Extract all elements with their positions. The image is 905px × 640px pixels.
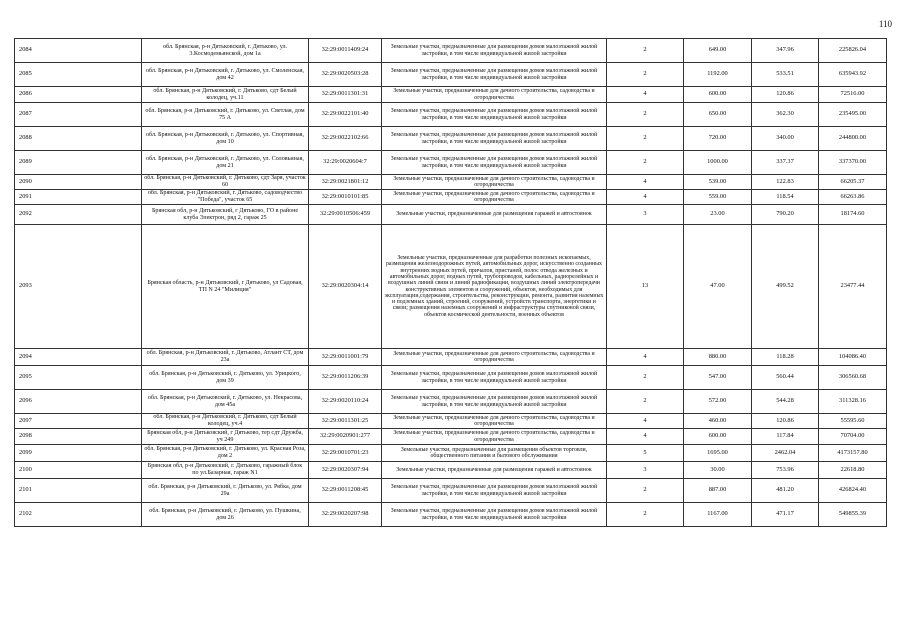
specific-value-cell: 122.83: [752, 175, 819, 190]
cadastral-value-cell: 66205.37: [819, 175, 887, 190]
specific-value-cell: 117.84: [752, 429, 819, 445]
address-cell: обл. Брянская, р-н Дятьковский, г. Дятьково, ул. Смоленская, дом 42: [142, 63, 309, 87]
use-group-cell: 4: [607, 175, 684, 190]
row-number-cell: 2102: [15, 503, 142, 527]
cadastral-number-cell: 32:29:0010701:23: [309, 445, 382, 462]
cadastral-number-cell: 32:29:0020307:94: [309, 462, 382, 479]
cadastral-value-cell: 306560.68: [819, 366, 887, 390]
address-cell: Брянская обл, р-н Дятьковский, г Дятьково, ГО в районе клуба Электрон, ряд 2, гараж 25: [142, 205, 309, 225]
use-group-cell: 3: [607, 462, 684, 479]
table-row: [15, 39, 887, 63]
use-group-cell: 2: [607, 63, 684, 87]
table-row: [15, 87, 887, 103]
cadastral-value-cell: 18174.60: [819, 205, 887, 225]
use-group-cell: 13: [607, 225, 684, 349]
land-use-type-cell: Земельные участки, предназначенные для размещения гаражей и автостоянок: [382, 205, 607, 225]
row-number-cell: 2100: [15, 462, 142, 479]
cadastral-number-cell: 32:29:0020604:7: [309, 151, 382, 175]
row-number-cell: 2096: [15, 390, 142, 414]
area-cell: 649.00: [684, 39, 752, 63]
area-cell: 720.00: [684, 127, 752, 151]
use-group-cell: 4: [607, 87, 684, 103]
address-cell: обл. Брянская, р-н Дятьковский, г. Дятьково, ул. 3.Космодемьянской, дом 1а: [142, 39, 309, 63]
row-number-cell: 2092: [15, 205, 142, 225]
area-cell: 1167.00: [684, 503, 752, 527]
land-use-type-cell: Земельные участки, предназначенные для размещения домов малоэтажной жилой застройки, в том числе индивидуальной жилой застройки: [382, 151, 607, 175]
row-number-cell: 2094: [15, 349, 142, 366]
cadastral-value-cell: 23477.44: [819, 225, 887, 349]
table-row: [15, 103, 887, 127]
table-row: [15, 349, 887, 366]
area-cell: 880.00: [684, 349, 752, 366]
cadastral-number-cell: 32:29:0021801:12: [309, 175, 382, 190]
cadastral-number-cell: 32:29:0020304:14: [309, 225, 382, 349]
row-number-cell: 2091: [15, 190, 142, 205]
cadastral-value-cell: 22618.80: [819, 462, 887, 479]
land-use-type-cell: Земельные участки, предназначенные для дачного строительства, садоводства и огородничества: [382, 349, 607, 366]
row-number-cell: 2088: [15, 127, 142, 151]
specific-value-cell: 337.37: [752, 151, 819, 175]
table-row: [15, 175, 887, 190]
row-number-cell: 2097: [15, 414, 142, 429]
row-number-cell: 2084: [15, 39, 142, 63]
table-row: [15, 366, 887, 390]
cadastral-number-cell: 32:29:0020503:28: [309, 63, 382, 87]
table-row: [15, 429, 887, 445]
row-number-cell: 2090: [15, 175, 142, 190]
row-number-cell: 2101: [15, 479, 142, 503]
area-cell: 600.00: [684, 87, 752, 103]
cadastral-number-cell: 32:29:0011206:39: [309, 366, 382, 390]
use-group-cell: 2: [607, 127, 684, 151]
area-cell: 30.00: [684, 462, 752, 479]
address-cell: обл. Брянская, р-н Дятьковский, г. Дятьково, ул. Спортивная, дом 10: [142, 127, 309, 151]
row-number-cell: 2098: [15, 429, 142, 445]
use-group-cell: 4: [607, 190, 684, 205]
address-cell: обл. Брянская, р-н Дятьковский, г. Дятьково, ул. Светлая, дом 75 А: [142, 103, 309, 127]
land-use-type-cell: Земельные участки, предназначенные для размещения домов малоэтажной жилой застройки, в том числе индивидуальной жилой застройки: [382, 103, 607, 127]
specific-value-cell: 120.86: [752, 414, 819, 429]
table-row: [15, 127, 887, 151]
specific-value-cell: 481.20: [752, 479, 819, 503]
row-number-cell: 2085: [15, 63, 142, 87]
cadastral-number-cell: 32:29:0011301:31: [309, 87, 382, 103]
address-cell: обл. Брянская, р-н Дятьковский, г. Дятьково, ул. Урицкого, дом 39: [142, 366, 309, 390]
cadastral-value-cell: 104086.40: [819, 349, 887, 366]
table-row: [15, 462, 887, 479]
specific-value-cell: 499.52: [752, 225, 819, 349]
specific-value-cell: 2462.04: [752, 445, 819, 462]
cadastral-number-cell: 32:29:0020110:24: [309, 390, 382, 414]
specific-value-cell: 120.86: [752, 87, 819, 103]
land-use-type-cell: Земельные участки, предназначенные для дачного строительства, садоводства и огородничества: [382, 175, 607, 190]
cadastral-value-table: [14, 38, 887, 527]
specific-value-cell: 118.54: [752, 190, 819, 205]
cadastral-number-cell: 32:29:0010101:85: [309, 190, 382, 205]
cadastral-value-cell: 311328.16: [819, 390, 887, 414]
cadastral-number-cell: 32:29:0022101:40: [309, 103, 382, 127]
area-cell: 47.00: [684, 225, 752, 349]
address-cell: обл. Брянская, р-н Дятьковский, г. Дятьково, ул. Пушкина, дом 26: [142, 503, 309, 527]
cadastral-value-cell: 244800.00: [819, 127, 887, 151]
address-cell: обл. Брянская, р-н Дятьковский, г. Дятьково, ул. Красная Роза, дом 2: [142, 445, 309, 462]
address-cell: обл. Брянская, р-н Дятьковский, г. Дятьково, садоводчество "Победа", участок 65: [142, 190, 309, 205]
area-cell: 559.00: [684, 190, 752, 205]
cadastral-value-cell: 72516.00: [819, 87, 887, 103]
table-row: [15, 151, 887, 175]
cadastral-number-cell: 32:29:0011301:25: [309, 414, 382, 429]
cadastral-value-cell: 337370.00: [819, 151, 887, 175]
area-cell: 23.00: [684, 205, 752, 225]
area-cell: 547.00: [684, 366, 752, 390]
cadastral-value-cell: 235495.00: [819, 103, 887, 127]
land-use-type-cell: Земельные участки, предназначенные для разработки полезных ископаемых, размещения железнодорожных путей, автомобильных дорог, искусственно созданных внутренних водных путей, причалов, пристаней, полос отвода железных и автомобильных дорог, водных путей, трубопроводов, кабельных, радиорелейных и воздушных линий связи и линий радиофикации, воздушных линий электропередачи конструктивных элементов и сооружений, объектов, необходимых для эксплуатации,содержания, строительства, реконструкции, ремонта, развития наземных и подземных зданий, строений, сооружений, устройств транспорта, энергетики и связи; размещения наземных сооружений и инфраструктуры спутниковой связи, объектов космической деятельности, военных объектов: [382, 225, 607, 349]
cadastral-value-cell: 4173157.80: [819, 445, 887, 462]
use-group-cell: 2: [607, 151, 684, 175]
specific-value-cell: 560.44: [752, 366, 819, 390]
cadastral-number-cell: 32:29:0020207:98: [309, 503, 382, 527]
cadastral-value-cell: 549855.39: [819, 503, 887, 527]
cadastral-value-cell: 635943.92: [819, 63, 887, 87]
land-use-type-cell: Земельные участки, предназначенные для дачного строительства, садоводства и огородничества: [382, 190, 607, 205]
area-cell: 1192.00: [684, 63, 752, 87]
table-row: [15, 445, 887, 462]
address-cell: обл. Брянская, р-н Дятьковский, г. Дятьково, сдт Белый колодец, уч.4: [142, 414, 309, 429]
table-row: [15, 503, 887, 527]
cadastral-value-cell: 66263.86: [819, 190, 887, 205]
address-cell: обл. Брянская, р-н Дятьковский, г. Дятьково, Атлант СТ, дом 23а: [142, 349, 309, 366]
use-group-cell: 2: [607, 479, 684, 503]
specific-value-cell: 118.28: [752, 349, 819, 366]
specific-value-cell: 362.30: [752, 103, 819, 127]
cadastral-number-cell: 32:29:0011001:79: [309, 349, 382, 366]
land-use-type-cell: Земельные участки, предназначенные для размещения домов малоэтажной жилой застройки, в том числе индивидуальной жилой застройки: [382, 366, 607, 390]
use-group-cell: 2: [607, 103, 684, 127]
page-number: 110: [878, 19, 892, 29]
cadastral-value-cell: 426824.40: [819, 479, 887, 503]
row-number-cell: 2086: [15, 87, 142, 103]
use-group-cell: 2: [607, 366, 684, 390]
specific-value-cell: 533.51: [752, 63, 819, 87]
area-cell: 650.00: [684, 103, 752, 127]
table-row: [15, 190, 887, 205]
use-group-cell: 2: [607, 39, 684, 63]
row-number-cell: 2095: [15, 366, 142, 390]
address-cell: Брянская обл, р-н Дятьковский, г Дятьково, тер сдт Дружба, уч 249: [142, 429, 309, 445]
cadastral-number-cell: 32:29:0011409:24: [309, 39, 382, 63]
cadastral-value-cell: 70704.00: [819, 429, 887, 445]
address-cell: обл. Брянская, р-н Дятьковский, г. Дятьково, ул. Соловьиная, дом 21: [142, 151, 309, 175]
row-number-cell: 2089: [15, 151, 142, 175]
area-cell: 600.00: [684, 429, 752, 445]
area-cell: 1695.00: [684, 445, 752, 462]
table-row: [15, 225, 887, 349]
address-cell: обл. Брянская, р-н Дятьковский, г. Дятьково, ул. Некрасова, дом 45а: [142, 390, 309, 414]
area-cell: 1000.00: [684, 151, 752, 175]
table-row: [15, 63, 887, 87]
cadastral-value-cell: 55595.60: [819, 414, 887, 429]
land-use-type-cell: Земельные участки, предназначенные для размещения домов малоэтажной жилой застройки, в том числе индивидуальной жилой застройки: [382, 503, 607, 527]
specific-value-cell: 347.96: [752, 39, 819, 63]
specific-value-cell: 790.20: [752, 205, 819, 225]
land-use-type-cell: Земельные участки, предназначенные для дачного строительства, садоводства и огородничества: [382, 429, 607, 445]
land-use-type-cell: Земельные участки, предназначенные для размещения домов малоэтажной жилой застройки, в том числе индивидуальной жилой застройки: [382, 39, 607, 63]
cadastral-number-cell: 32:29:0010506:459: [309, 205, 382, 225]
table-row: [15, 479, 887, 503]
address-cell: обл. Брянская, р-н Дятьковский, г. Дятьково, ул. Рябка, дом 29а: [142, 479, 309, 503]
land-use-type-cell: Земельные участки, предназначенные для размещения гаражей и автостоянок: [382, 462, 607, 479]
cadastral-number-cell: 32:29:0022102:66: [309, 127, 382, 151]
use-group-cell: 5: [607, 445, 684, 462]
land-use-type-cell: Земельные участки, предназначенные для размещения домов малоэтажной жилой застройки, в том числе индивидуальной жилой застройки: [382, 479, 607, 503]
specific-value-cell: 544.28: [752, 390, 819, 414]
area-cell: 539.00: [684, 175, 752, 190]
cadastral-number-cell: 32:29:0020901:277: [309, 429, 382, 445]
use-group-cell: 3: [607, 205, 684, 225]
use-group-cell: 4: [607, 349, 684, 366]
land-use-type-cell: Земельные участки, предназначенные для дачного строительства, садоводства и огородничества: [382, 87, 607, 103]
specific-value-cell: 340.00: [752, 127, 819, 151]
specific-value-cell: 753.96: [752, 462, 819, 479]
land-use-type-cell: Земельные участки, предназначенные для дачного строительства, садоводства и огородничества: [382, 414, 607, 429]
use-group-cell: 4: [607, 429, 684, 445]
address-cell: Брянская обл, р-н Дятьковский, г. Дятьково, гаражный блок по ул.Базарная, гараж N1: [142, 462, 309, 479]
address-cell: Брянская область, р-н Дятьковский, г Дятьково, ул Садовая, ТП N 24 "Милиция": [142, 225, 309, 349]
row-number-cell: 2099: [15, 445, 142, 462]
row-number-cell: 2093: [15, 225, 142, 349]
use-group-cell: 2: [607, 390, 684, 414]
area-cell: 887.00: [684, 479, 752, 503]
table-row: [15, 205, 887, 225]
use-group-cell: 2: [607, 503, 684, 527]
land-use-type-cell: Земельные участки, предназначенные для размещения домов малоэтажной жилой застройки, в том числе индивидуальной жилой застройки: [382, 63, 607, 87]
cadastral-number-cell: 32:29:0011208:45: [309, 479, 382, 503]
land-use-type-cell: Земельные участки, предназначенные для размещения домов малоэтажной жилой застройки, в том числе индивидуальной жилой застройки: [382, 390, 607, 414]
row-number-cell: 2087: [15, 103, 142, 127]
cadastral-value-cell: 225826.04: [819, 39, 887, 63]
use-group-cell: 4: [607, 414, 684, 429]
area-cell: 460.00: [684, 414, 752, 429]
table-row: [15, 390, 887, 414]
address-cell: обл. Брянская, р-н Дятьковский, г. Дятьково, сдт Белый колодец, уч.11: [142, 87, 309, 103]
specific-value-cell: 471.17: [752, 503, 819, 527]
table-body: [15, 39, 887, 527]
table-row: [15, 414, 887, 429]
land-use-type-cell: Земельные участки, предназначенные для размещения домов малоэтажной жилой застройки, в том числе индивидуальной жилой застройки: [382, 127, 607, 151]
land-use-type-cell: Земельные участки, предназначенные для размещения объектов торговли, общественного питания и бытового обслуживания: [382, 445, 607, 462]
area-cell: 572.00: [684, 390, 752, 414]
address-cell: обл. Брянская, р-н Дятьковский, г. Дятьково, сдт Заря, участок 60: [142, 175, 309, 190]
